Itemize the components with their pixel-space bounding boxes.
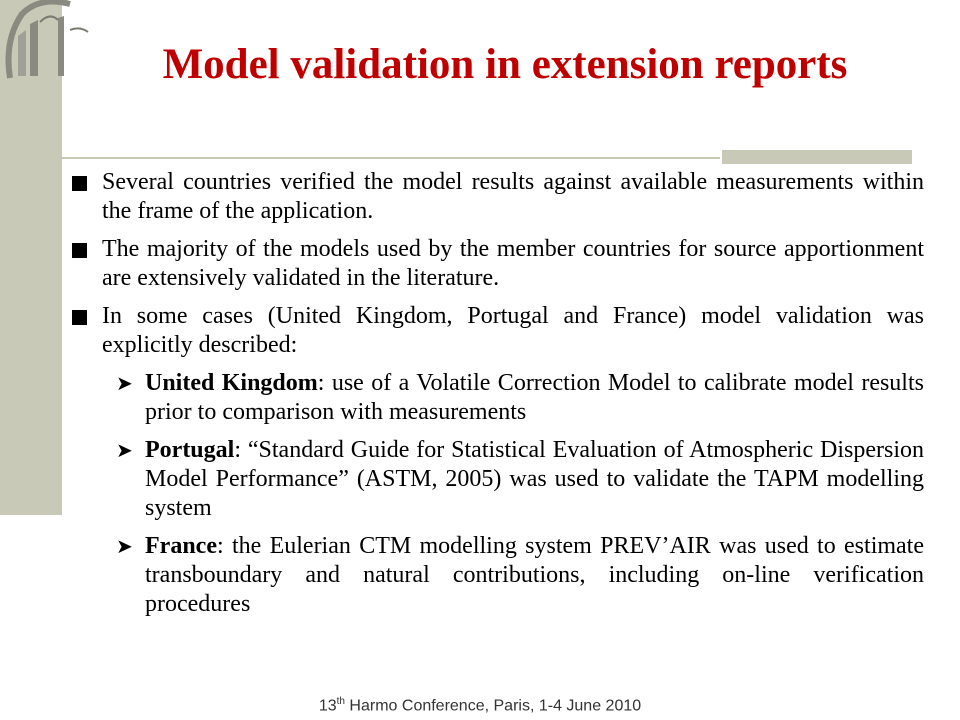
bullet-item	[72, 235, 924, 293]
right-arrowhead-icon: ➤	[116, 534, 133, 558]
sub-item-description: : “Standard Guide for Statistical Evaluation of Atmospheric Dispersion Model Performance” (ASTM, 2005) was used to validate the TAPM modelling system	[145, 437, 924, 521]
sub-item-france	[116, 532, 924, 619]
sub-item-united-kingdom	[116, 369, 924, 427]
square-bullet-icon	[72, 176, 87, 191]
sub-item-country: Portugal	[145, 437, 235, 463]
bullet-item	[72, 302, 924, 360]
conference-logo-icon	[0, 0, 95, 80]
sub-item-text	[145, 532, 924, 619]
sub-item-country: France	[145, 533, 217, 559]
sub-item-portugal	[116, 436, 924, 523]
sub-item-text	[145, 369, 924, 427]
bullet-item	[72, 168, 924, 226]
bullet-text: In some cases (United Kingdom, Portugal and France) model validation was explicitly described:	[102, 303, 924, 358]
sub-item-text	[145, 436, 924, 523]
footer-text: Harmo Conference, Paris, 1-4 June 2010	[344, 697, 642, 715]
footer-prefix: 13	[318, 697, 337, 715]
bullet-text: The majority of the models used by the member countries for source apportionment are extensively validated in the literature.	[102, 236, 924, 291]
title-divider-line	[40, 157, 720, 159]
slide-footer	[0, 696, 960, 715]
square-bullet-icon	[72, 243, 87, 258]
slide-content	[72, 168, 924, 628]
footer-superscript: th	[336, 696, 345, 707]
sub-item-description: : the Eulerian CTM modelling system PREV’AIR was used to estimate transboundary and natural contributions, including on-line verification procedures	[145, 533, 924, 617]
right-arrowhead-icon: ➤	[116, 371, 133, 395]
sub-item-country: United Kingdom	[145, 370, 318, 396]
right-arrowhead-icon: ➤	[116, 438, 133, 462]
slide-title: Model validation in extension reports	[162, 41, 848, 88]
square-bullet-icon	[72, 310, 87, 325]
bullet-text: Several countries verified the model results against available measurements within the frame of the application.	[102, 169, 924, 224]
title-divider-accent	[722, 150, 912, 164]
sub-item-description: : use of a Volatile Correction Model to calibrate model results prior to comparison with measurements	[145, 370, 924, 425]
